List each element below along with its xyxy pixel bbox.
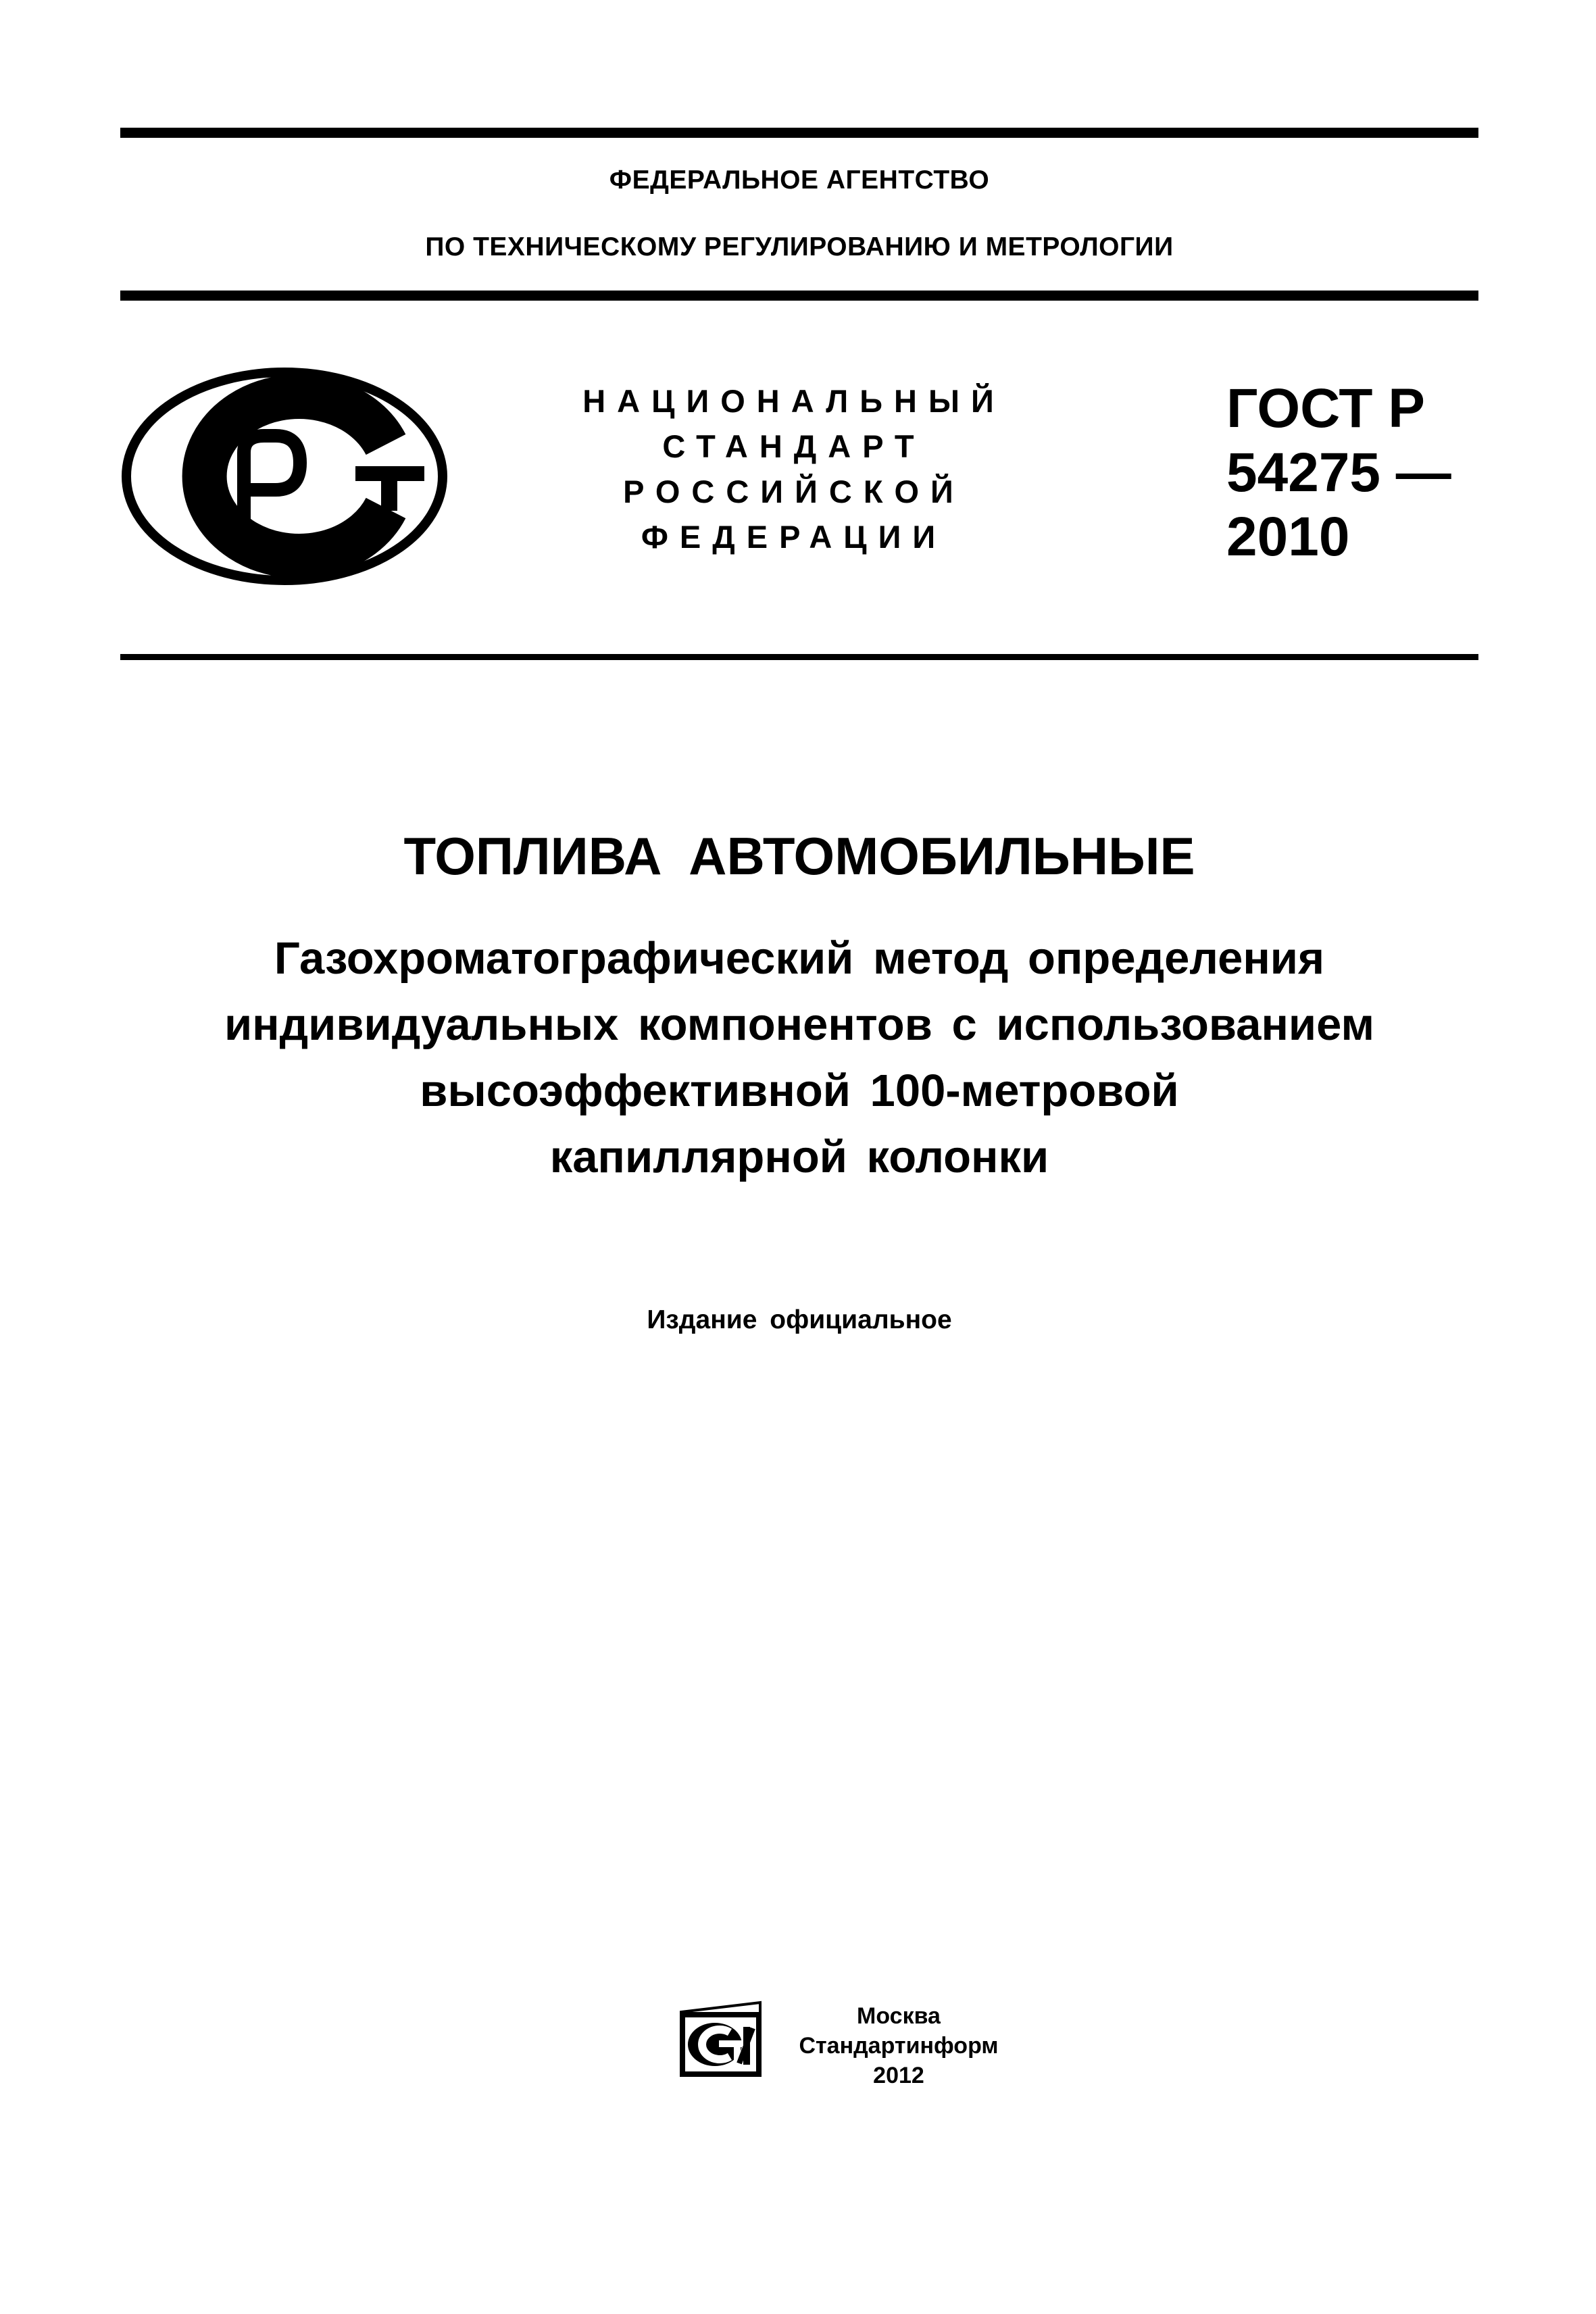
standard-designation	[1226, 376, 1451, 569]
agency-line-2: ПО ТЕХНИЧЕСКОМУ РЕГУЛИРОВАНИЮ И МЕТРОЛОГИИ	[425, 232, 1174, 261]
publisher-city: Москва	[857, 2003, 941, 2029]
document-title: ТОПЛИВА АВТОМОБИЛЬНЫЕ	[403, 826, 1195, 886]
top-rule	[120, 128, 1478, 138]
designation-line-1: ГОСТ Р	[1226, 378, 1425, 439]
national-standard-line-4: ФЕДЕРАЦИИ	[641, 519, 947, 555]
designation-line-3: 2010	[1226, 506, 1350, 568]
header-bottom-rule	[120, 291, 1478, 301]
publisher-block	[777, 2001, 1020, 2090]
document-subtitle	[120, 926, 1478, 1190]
national-standard-label	[574, 378, 1014, 559]
national-standard-line-1: НАЦИОНАЛЬНЫЙ	[582, 383, 1005, 419]
subtitle-line-1: Газохроматографический метод определения	[274, 933, 1325, 984]
standartinform-logo-icon	[669, 2000, 764, 2081]
designation-line-2: 54275 —	[1226, 442, 1451, 503]
publisher-name: Стандартинформ	[799, 2033, 999, 2059]
gost-r-certification-logo-icon	[119, 365, 450, 588]
national-standard-line-3: РОССИЙСКОЙ	[623, 474, 965, 509]
masthead-bottom-rule	[120, 654, 1478, 660]
national-standard-line-2: СТАНДАРТ	[662, 428, 926, 464]
subtitle-line-4: капиллярной колонки	[549, 1132, 1049, 1182]
edition-label: Издание официальное	[647, 1305, 952, 1334]
subtitle-line-3: высоэффективной 100-метровой	[420, 1065, 1179, 1116]
agency-line-1: ФЕДЕРАЛЬНОЕ АГЕНТСТВО	[609, 166, 990, 195]
subtitle-line-2: индивидуальных компонентов с использованием	[224, 999, 1375, 1050]
publisher-year: 2012	[873, 2063, 924, 2088]
